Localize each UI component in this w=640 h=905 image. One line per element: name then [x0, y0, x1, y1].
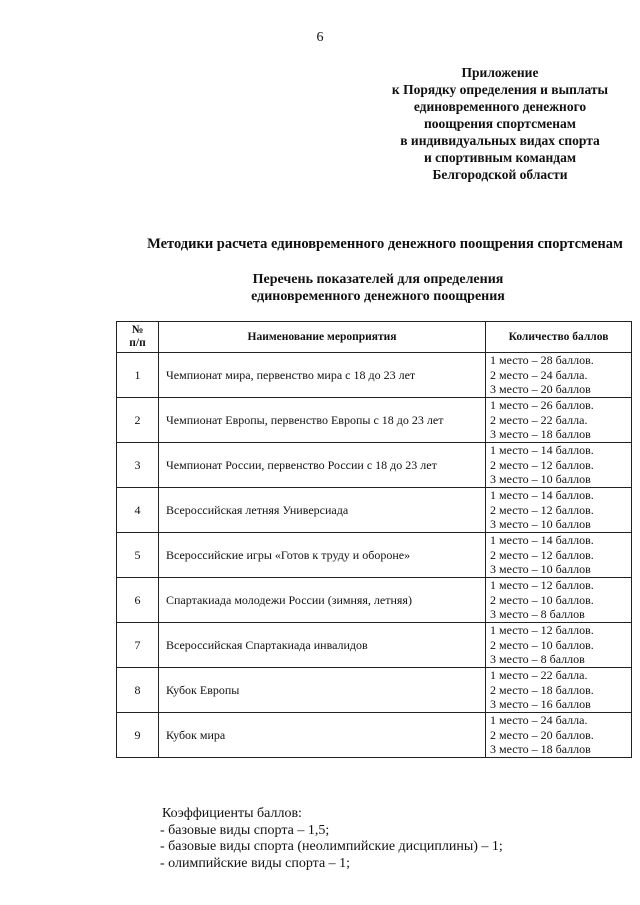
table-row	[117, 398, 632, 443]
points-line: 3 место – 20 баллов	[490, 382, 591, 397]
appendix-line: в индивидуальных видах спорта	[400, 133, 600, 148]
list-title-line: Перечень показателей для определения	[252, 272, 504, 287]
table-row	[117, 353, 632, 398]
row-number: 3	[117, 443, 159, 488]
appendix-line: к Порядку определения и выплаты	[391, 82, 609, 97]
coefficients-block	[160, 806, 630, 872]
event-name: Чемпионат мира, первенство мира с 18 до 23 лет	[159, 353, 486, 398]
event-name: Кубок мира	[159, 713, 486, 758]
points-line: 1 место – 26 баллов.	[490, 398, 594, 413]
column-header-number	[117, 322, 159, 353]
appendix-line: Приложение	[461, 65, 539, 80]
row-number: 7	[117, 623, 159, 668]
points-line: 2 место – 12 баллов.	[490, 457, 594, 472]
points-line: 3 место – 16 баллов	[490, 697, 591, 712]
points-line: 2 место – 20 баллов.	[490, 727, 594, 742]
appendix-line: и спортивным командам	[423, 150, 577, 165]
list-title	[193, 271, 563, 305]
points-line: 1 место – 24 балла.	[490, 713, 588, 728]
table-row	[117, 668, 632, 713]
row-number: 8	[117, 668, 159, 713]
row-number: 2	[117, 398, 159, 443]
column-header-number-line: №	[131, 324, 144, 336]
table-row	[117, 488, 632, 533]
points-line: 1 место – 14 баллов.	[490, 488, 594, 503]
points-line: 2 место – 24 балла.	[490, 367, 588, 382]
coefficient-item: - олимпийские виды спорта – 1;	[160, 855, 351, 871]
event-name: Всероссийские игры «Готов к труду и обороне»	[159, 533, 486, 578]
column-header-number-line: п/п	[129, 337, 146, 349]
table-header-row	[117, 322, 632, 353]
column-header-event: Наименование мероприятия	[159, 322, 486, 353]
indicators-table	[116, 321, 632, 758]
points-line: 2 место – 18 баллов.	[490, 682, 594, 697]
row-number: 5	[117, 533, 159, 578]
appendix-line: единовременного денежного	[413, 99, 587, 114]
event-name: Спартакиада молодежи России (зимняя, летняя)	[159, 578, 486, 623]
points-cell	[486, 488, 632, 533]
row-number: 9	[117, 713, 159, 758]
table-row	[117, 443, 632, 488]
column-header-points: Количество баллов	[486, 322, 632, 353]
appendix-line: поощрения спортсменам	[424, 116, 576, 131]
table-row	[117, 713, 632, 758]
list-title-line: единовременного денежного поощрения	[251, 289, 505, 304]
points-line: 3 место – 8 баллов	[490, 652, 585, 667]
points-line: 1 место – 28 баллов.	[490, 353, 594, 368]
points-cell	[486, 623, 632, 668]
row-number: 1	[117, 353, 159, 398]
points-line: 3 место – 10 баллов	[490, 472, 591, 487]
points-line: 1 место – 12 баллов.	[490, 578, 594, 593]
table-row	[117, 623, 632, 668]
coefficient-item: - базовые виды спорта – 1,5;	[160, 822, 330, 838]
table-row	[117, 533, 632, 578]
row-number: 4	[117, 488, 159, 533]
points-cell	[486, 668, 632, 713]
points-line: 2 место – 10 баллов.	[490, 592, 594, 607]
points-cell	[486, 578, 632, 623]
event-name: Кубок Европы	[159, 668, 486, 713]
points-line: 1 место – 12 баллов.	[490, 623, 594, 638]
points-line: 2 место – 12 баллов.	[490, 547, 594, 562]
event-name: Чемпионат Европы, первенство Европы с 18 до 23 лет	[159, 398, 486, 443]
points-line: 3 место – 10 баллов	[490, 517, 591, 532]
points-cell	[486, 533, 632, 578]
points-cell	[486, 353, 632, 398]
methods-title: Методики расчета единовременного денежного поощрения спортсменам	[147, 236, 623, 252]
appendix-line: Белгородской области	[432, 167, 568, 182]
table-row	[117, 578, 632, 623]
points-line: 3 место – 10 баллов	[490, 562, 591, 577]
points-line: 2 место – 10 баллов.	[490, 637, 594, 652]
coefficient-item: - базовые виды спорта (неолимпийские дисциплины) – 1;	[160, 839, 503, 854]
event-name: Всероссийская летняя Универсиада	[159, 488, 486, 533]
points-cell	[486, 443, 632, 488]
points-cell	[486, 398, 632, 443]
appendix-heading	[355, 64, 640, 183]
event-name: Чемпионат России, первенство России с 18 до 23 лет	[159, 443, 486, 488]
coefficients-heading: Коэффициенты баллов:	[162, 806, 302, 821]
points-line: 2 место – 12 баллов.	[490, 502, 594, 517]
row-number: 6	[117, 578, 159, 623]
points-line: 3 место – 8 баллов	[490, 607, 585, 622]
points-line: 1 место – 14 баллов.	[490, 443, 594, 458]
points-line: 3 место – 18 баллов	[490, 427, 591, 442]
event-name: Всероссийская Спартакиада инвалидов	[159, 623, 486, 668]
points-line: 2 место – 22 балла.	[490, 412, 588, 427]
points-line: 3 место – 18 баллов	[490, 742, 591, 757]
page-number: 6	[316, 30, 324, 45]
points-line: 1 место – 22 балла.	[490, 668, 588, 683]
points-cell	[486, 713, 632, 758]
points-line: 1 место – 14 баллов.	[490, 533, 594, 548]
